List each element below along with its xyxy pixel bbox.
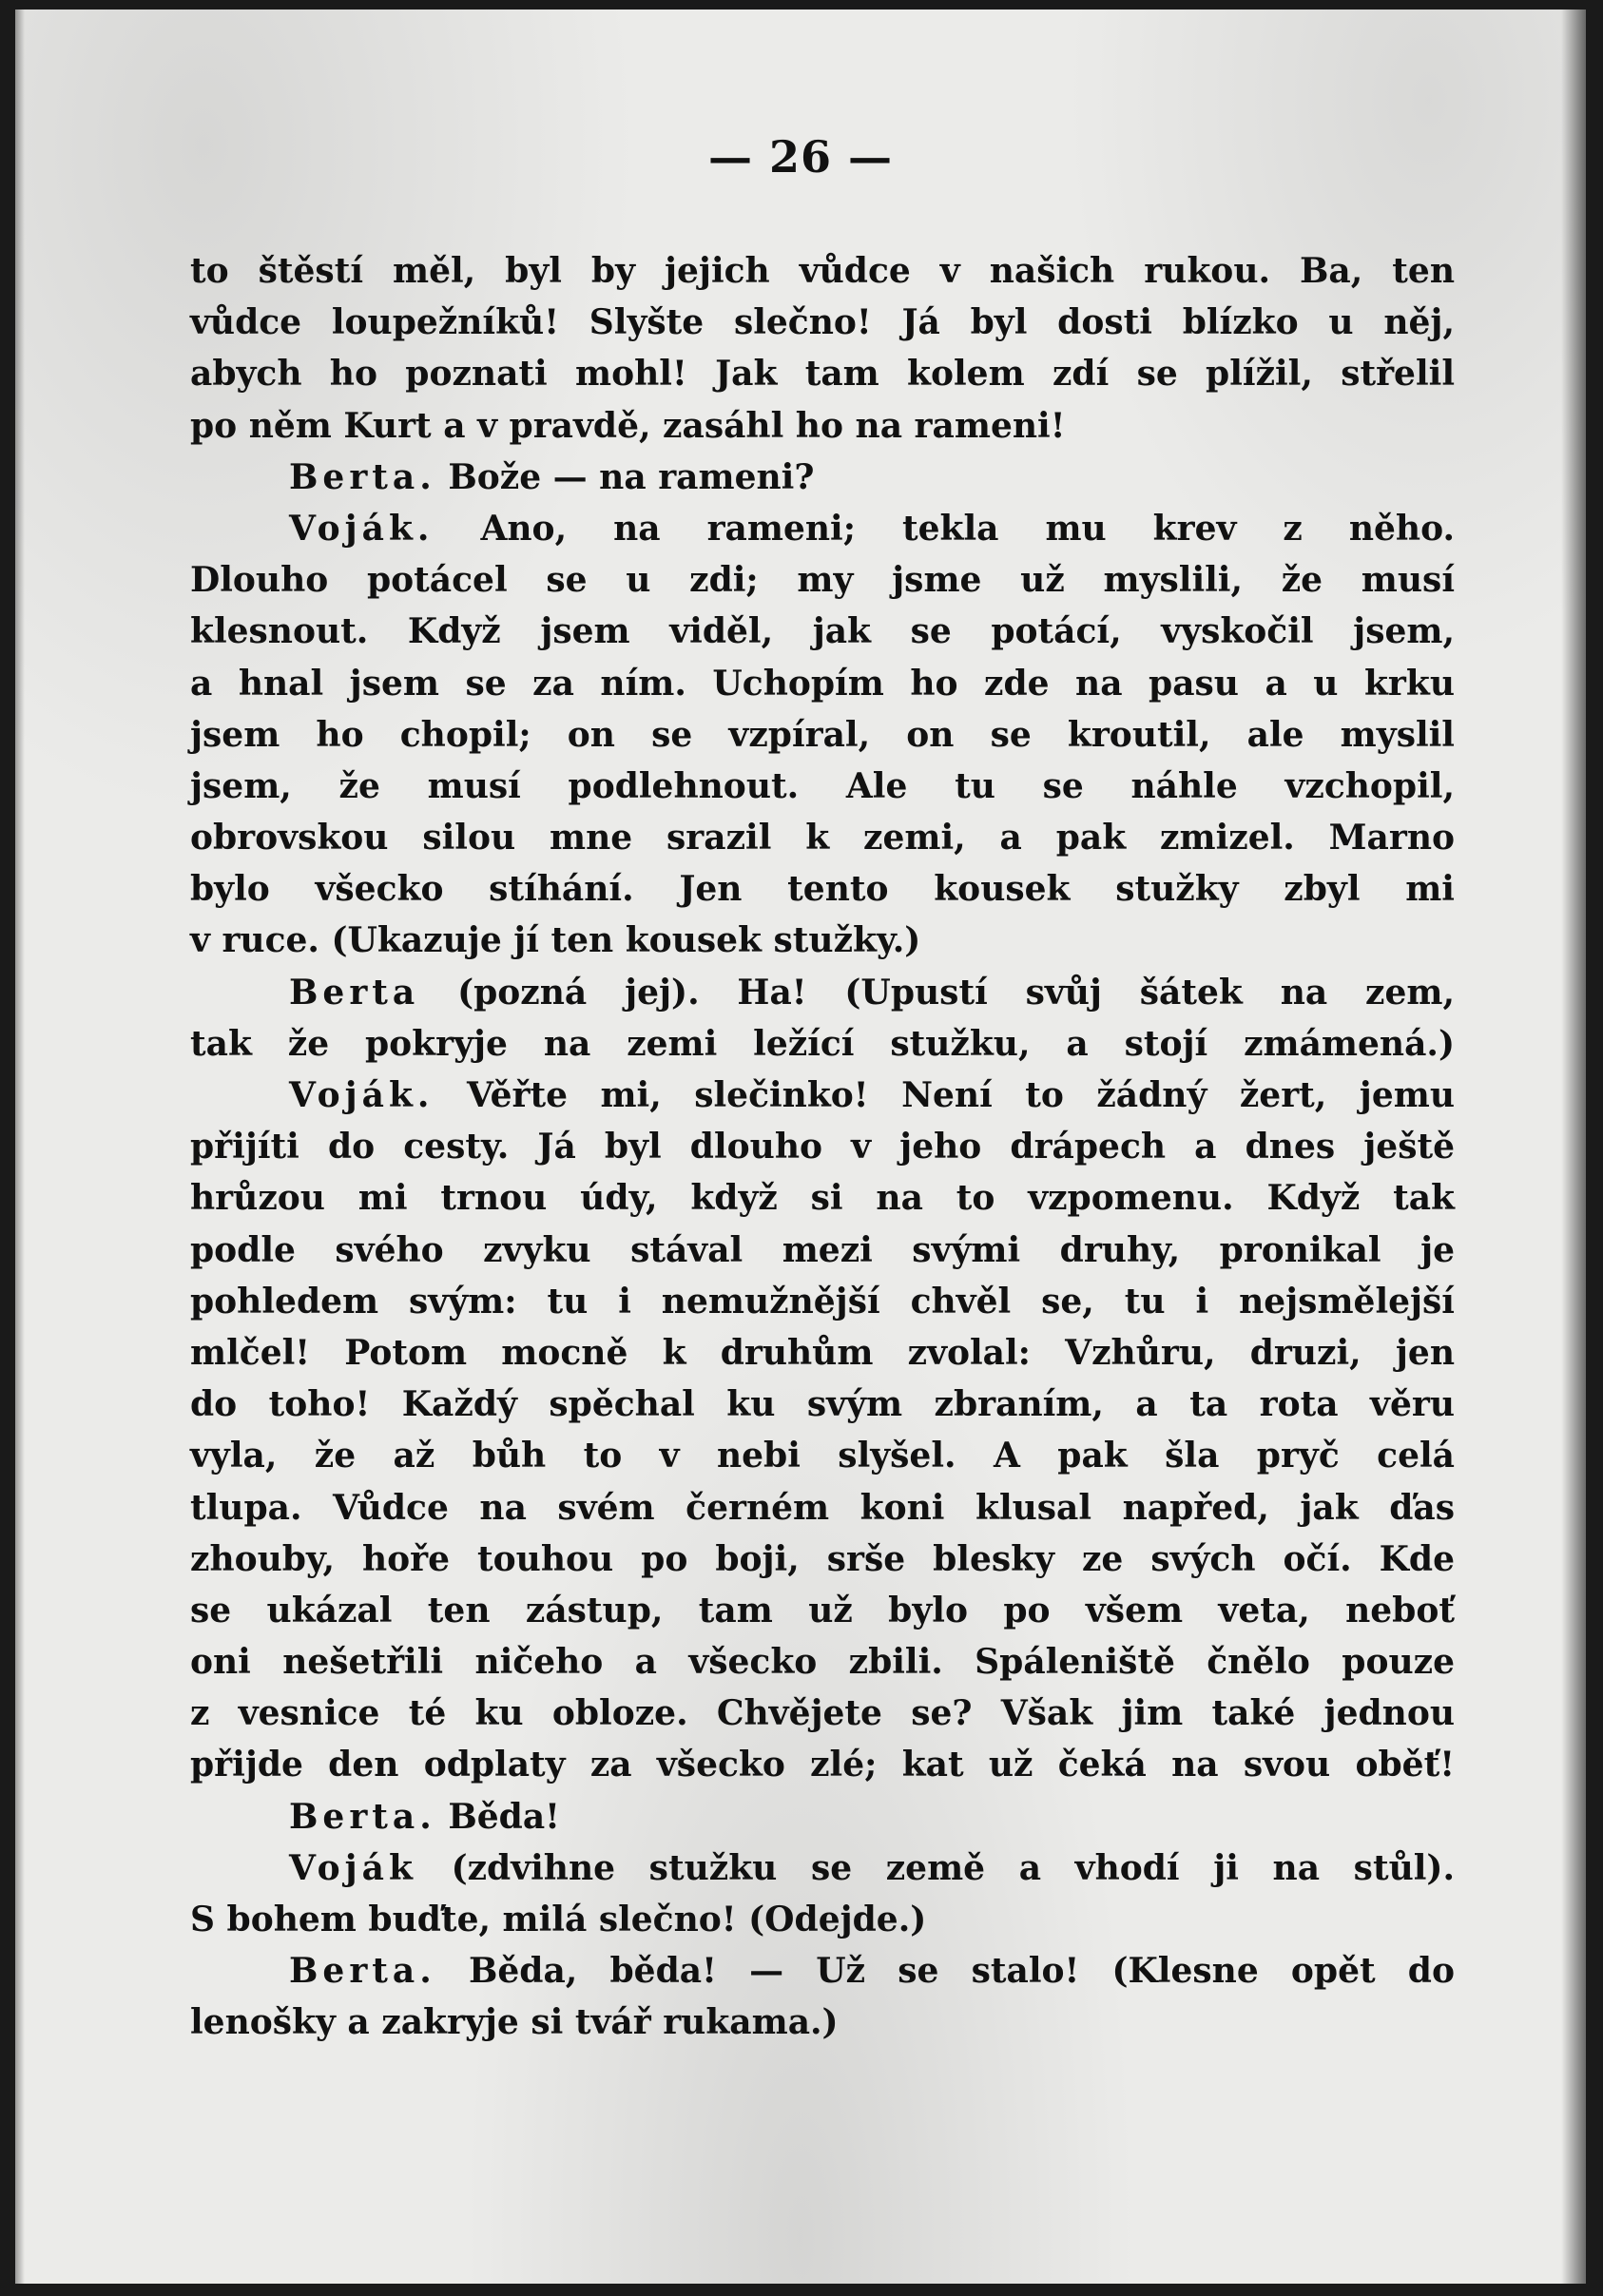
text-line: [190, 1997, 1455, 2048]
text-line: [190, 400, 1455, 452]
text-line: [190, 1172, 1455, 1224]
line-text: jsem ho chopil; on se vzpíral, on se kroutil, ale myslil: [190, 714, 1455, 755]
text-line: [190, 812, 1455, 863]
line-text: podle svého zvyku stával mezi svými druhy, pronikal je: [190, 1229, 1455, 1270]
speaker-name: Berta: [289, 972, 420, 1013]
line-text: (zdvihne stužku se země a vhodí ji na stůl).: [416, 1847, 1455, 1888]
text-line: [190, 709, 1455, 761]
text-line: [190, 1739, 1455, 1790]
line-text: v ruce. (Ukazuje jí ten kousek stužky.): [190, 920, 921, 961]
speaker-name: Berta.: [289, 1796, 436, 1837]
text-line: [190, 1688, 1455, 1739]
text-line: [190, 1482, 1455, 1534]
line-text: tlupa. Vůdce na svém černém koni klusal napřed, jak ďas: [190, 1487, 1455, 1528]
speaker-name: Voják: [289, 1847, 417, 1888]
text-line: [190, 1791, 1455, 1843]
text-line: [190, 452, 1455, 503]
text-line: [190, 348, 1455, 399]
text-line: [190, 1379, 1455, 1430]
text-line: [190, 554, 1455, 606]
text-line: [190, 967, 1455, 1018]
text-line: [190, 1430, 1455, 1481]
line-text: vyla, že až bůh to v nebi slyšel. A pak šla pryč celá: [190, 1436, 1455, 1476]
line-text: vůdce loupežníků! Slyšte slečno! Já byl dosti blízko u něj,: [190, 302, 1455, 343]
line-text: obrovskou silou mne srazil k zemi, a pak zmizel. Marno: [190, 818, 1455, 859]
text-line: [190, 1327, 1455, 1379]
line-text: se ukázal ten zástup, tam už bylo po všem veta, neboť: [190, 1590, 1455, 1630]
text-line: [190, 1636, 1455, 1688]
line-text: pohledem svým: tu i nemužnější chvěl se, tu i nejsmělejší: [190, 1281, 1455, 1322]
text-line: [190, 761, 1455, 812]
book-page: [15, 10, 1586, 2284]
text-line: [190, 1585, 1455, 1636]
line-text: (pozná jej). Ha! (Upustí svůj šátek na zem,: [419, 972, 1455, 1013]
line-text: lenošky a zakryje si tvář rukama.): [190, 2002, 839, 2043]
text-line: [190, 1121, 1455, 1172]
text-line: [190, 1018, 1455, 1070]
text-line: [190, 297, 1455, 348]
line-text: Běda!: [435, 1796, 560, 1837]
text-line: [190, 1225, 1455, 1276]
line-text: Ano, na rameni; tekla mu krev z něho.: [434, 508, 1455, 549]
line-text: Věřte mi, slečinko! Není to žádný žert, jemu: [434, 1075, 1455, 1115]
speaker-name: Voják.: [289, 508, 435, 549]
line-text: abych ho poznati mohl! Jak tam kolem zdí se plížil, střelil: [190, 354, 1455, 395]
line-text: klesnout. Když jsem viděl, jak se potácí, vyskočil jsem,: [190, 611, 1455, 652]
text-line: [190, 1276, 1455, 1327]
text-line: [190, 863, 1455, 915]
page-shadow-right: [1561, 10, 1586, 2284]
text-line: [190, 915, 1455, 966]
line-text: tak že pokryje na zemi ležící stužku, a stojí zmámená.): [190, 1023, 1455, 1064]
line-text: hrůzou mi trnou údy, když si na to vzpomenu. Když tak: [190, 1178, 1455, 1219]
line-text: a hnal jsem se za ním. Uchopím ho zde na pasu a u krku: [190, 663, 1455, 704]
text-line: [190, 1070, 1455, 1121]
text-line: [190, 503, 1455, 554]
text-line: [190, 606, 1455, 657]
line-text: to štěstí měl, byl by jejich vůdce v našich rukou. Ba, ten: [190, 251, 1455, 291]
text-line: [190, 1843, 1455, 1894]
speaker-name: Berta.: [289, 456, 436, 497]
line-text: přijde den odplaty za všecko zlé; kat už čeká na svou oběť!: [190, 1745, 1455, 1785]
text-line: [190, 1534, 1455, 1585]
line-text: přijíti do cesty. Já byl dlouho v jeho drápech a dnes ještě: [190, 1127, 1455, 1167]
page-shadow-left: [15, 10, 25, 2284]
line-text: oni nešetřili ničeho a všecko zbili. Spáleniště čnělo pouze: [190, 1642, 1455, 1683]
line-text: S bohem buďte, milá slečno! (Odejde.): [190, 1900, 927, 1939]
line-text: Dlouho potácel se u zdi; my jsme už myslili, že musí: [190, 560, 1455, 601]
line-text: zhouby, hoře touhou po boji, srše blesky ze svých očí. Kde: [190, 1538, 1455, 1579]
line-text: Bože — na rameni?: [435, 456, 815, 497]
line-text: jsem, že musí podlehnout. Ale tu se náhle vzchopil,: [190, 765, 1455, 806]
text-line: [190, 245, 1455, 297]
line-text: Běda, běda! — Už se stalo! (Klesne opět do: [435, 1951, 1455, 1992]
speaker-name: Berta.: [289, 1951, 436, 1992]
text-line: [190, 1894, 1455, 1945]
line-text: bylo všecko stíhání. Jen tento kousek stužky zbyl mi: [190, 869, 1455, 910]
page-number: — 26 —: [707, 131, 894, 183]
body-text: [190, 245, 1455, 2049]
text-line: [190, 1945, 1455, 1997]
line-text: do toho! Každý spěchal ku svým zbraním, a ta rota věru: [190, 1384, 1455, 1425]
speaker-name: Voják.: [289, 1075, 435, 1115]
text-line: [190, 658, 1455, 709]
line-text: mlčel! Potom mocně k druhům zvolal: Vzhůru, druzi, jen: [190, 1332, 1455, 1373]
line-text: z vesnice té ku obloze. Chvějete se? Však jim také jednou: [190, 1693, 1455, 1734]
line-text: po něm Kurt a v pravdě, zasáhl ho na rameni!: [190, 405, 1066, 446]
